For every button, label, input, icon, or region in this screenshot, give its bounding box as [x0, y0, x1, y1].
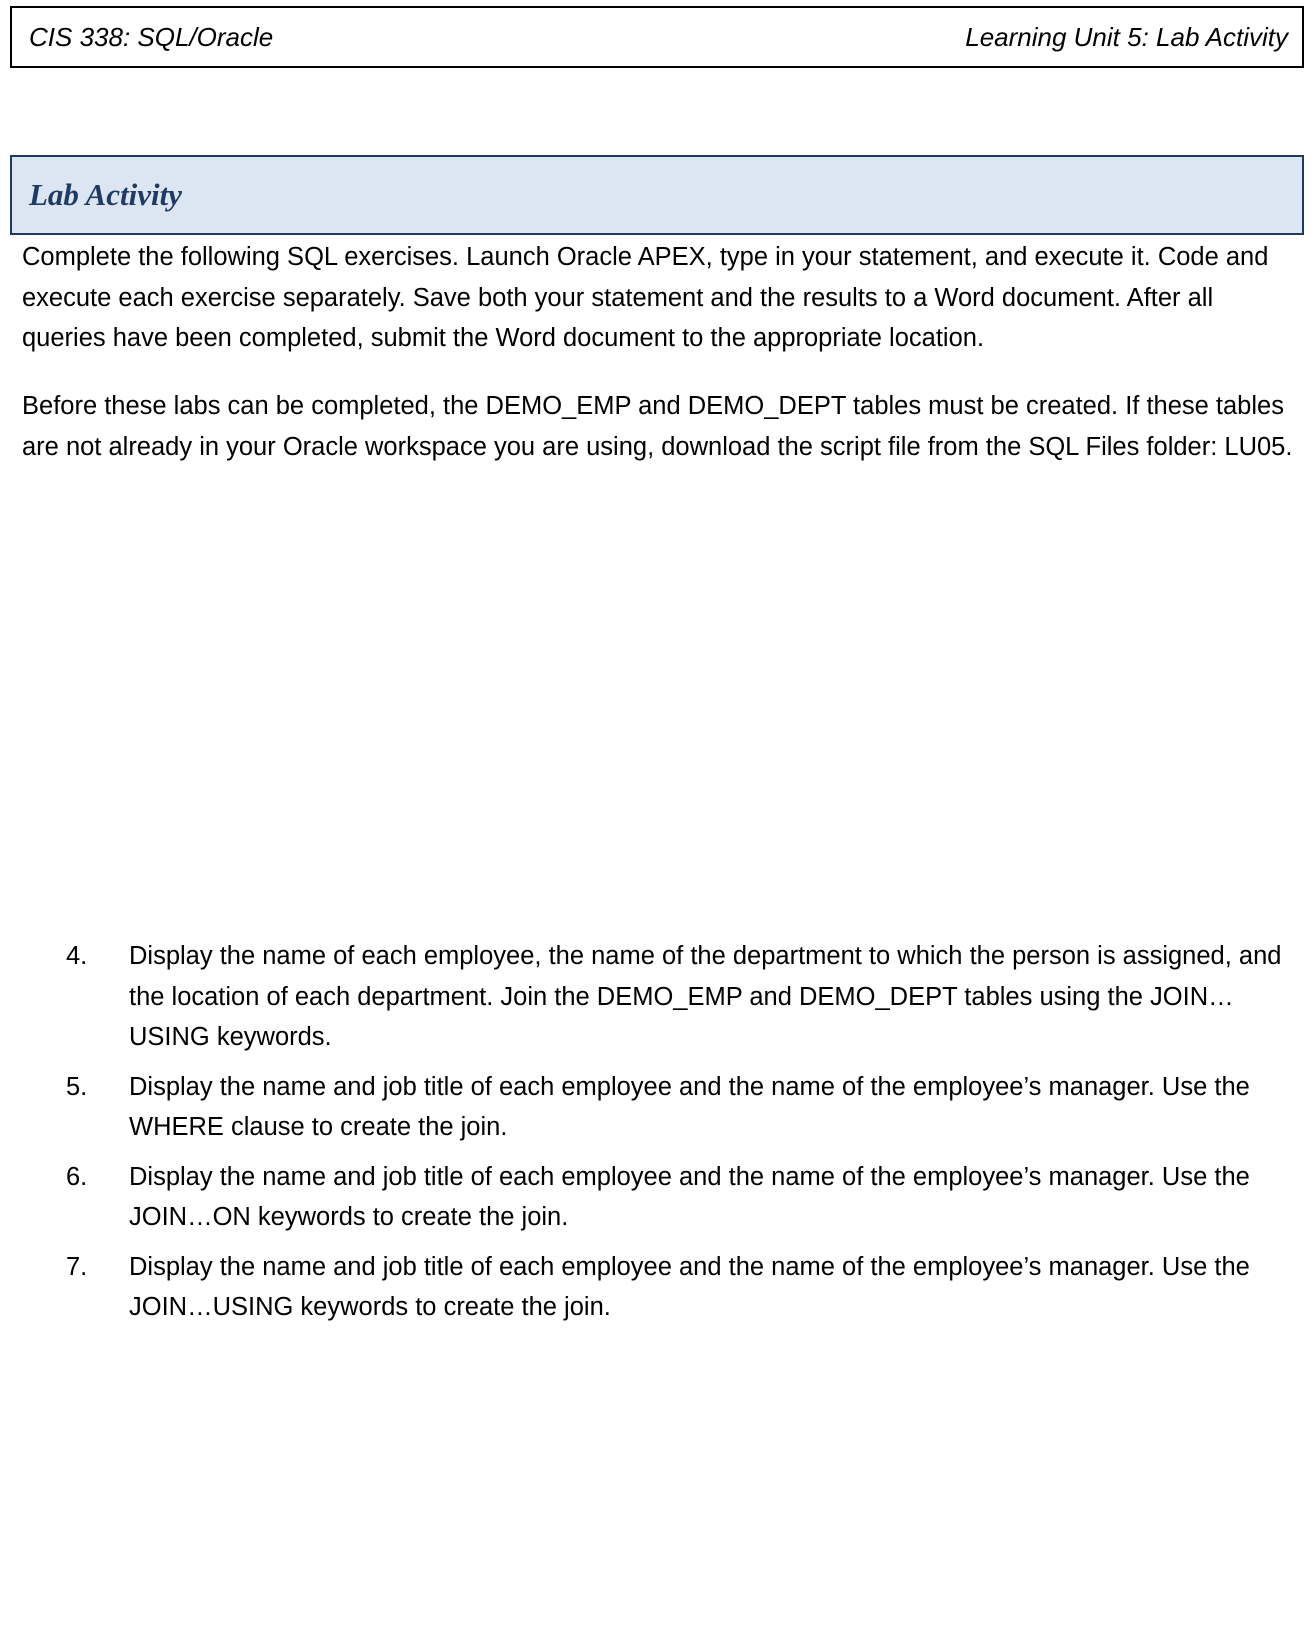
exercise-item-7 [0, 1247, 1314, 1328]
section-title: Lab Activity [29, 177, 182, 212]
exercise-text: Display the name and job title of each employee and the name of the employee’s manager. Use the JOIN…USING keywords to create the join. [129, 1252, 1250, 1321]
unit-title: Learning Unit 5: Lab Activity [965, 21, 1288, 52]
prerequisite-paragraph: Before these labs can be completed, the DEMO_EMP and DEMO_DEPT tables must be created. If these tables are not already in your Oracle workspace you are using, download the script file from the SQL Files folder: LU05. [22, 392, 1293, 461]
exercise-number: 5. [66, 1072, 88, 1101]
exercise-number: 6. [66, 1162, 88, 1191]
exercise-text: Display the name and job title of each employee and the name of the employee’s manager. Use the JOIN…ON keywords to create the join. [129, 1162, 1250, 1231]
exercise-item-4 [0, 936, 1314, 1058]
exercise-number: 4. [66, 942, 88, 970]
section-heading-band [10, 155, 1304, 235]
intro-paragraph: Complete the following SQL exercises. Launch Oracle APEX, type in your statement, and execute it. Code and execute each exercise separately. Save both your statement and the results to a Word document. After all queries have been completed, submit the Word document to the appropriate location. [22, 243, 1269, 352]
exercise-list [0, 936, 1314, 1337]
exercise-text: Display the name and job title of each employee and the name of the employee’s manager. Use the WHERE clause to create the join. [129, 1072, 1250, 1141]
exercise-number: 7. [66, 1252, 88, 1281]
exercise-text: Display the name of each employee, the name of the department to which the person is assigned, and the location of each department. Join the DEMO_EMP and DEMO_DEPT tables using the JOIN…USING keywords. [129, 942, 1282, 1051]
exercise-item-6 [0, 1157, 1314, 1238]
page-header [10, 6, 1304, 68]
exercise-item-5 [0, 1067, 1314, 1148]
course-title: CIS 338: SQL/Oracle [29, 21, 274, 52]
